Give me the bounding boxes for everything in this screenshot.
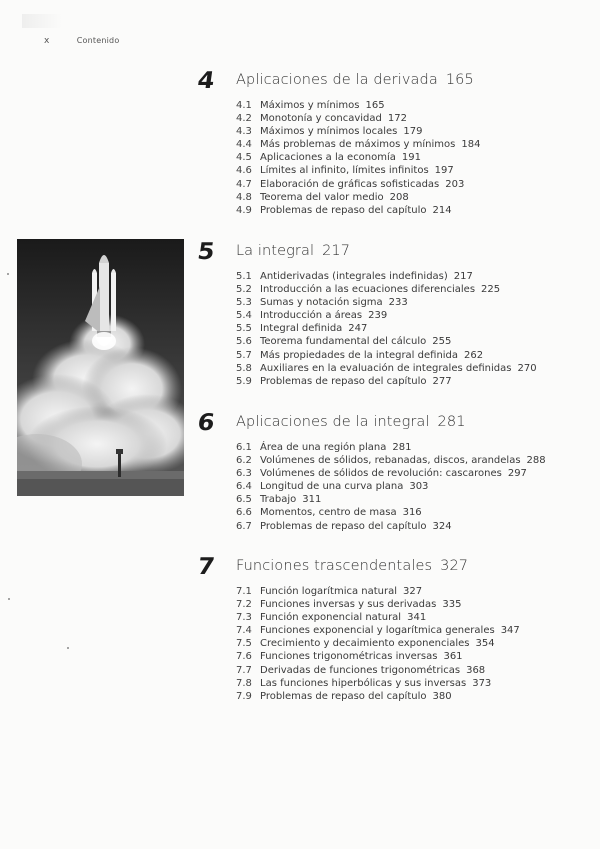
section-number: 6.7: [236, 520, 252, 532]
section-page: 208: [389, 191, 409, 203]
toc-entry[interactable]: [236, 296, 537, 309]
toc-entry[interactable]: [236, 349, 537, 362]
toc-entry[interactable]: [236, 650, 520, 663]
section-number: 7.5: [236, 638, 252, 650]
section-page: 239: [368, 310, 388, 322]
section-number: 7.8: [236, 677, 252, 689]
toc-entry[interactable]: [236, 270, 537, 283]
toc-entry[interactable]: [236, 441, 546, 454]
toc-entry[interactable]: [236, 520, 546, 533]
section-number: 5.9: [236, 375, 252, 387]
section-list: [236, 270, 537, 388]
section-number: 7.3: [236, 612, 252, 624]
section-list: [236, 441, 546, 533]
section-page: 373: [472, 677, 492, 689]
section-title: Funciones exponencial y logarítmica generales: [260, 625, 495, 637]
section-page: 179: [403, 126, 423, 138]
section-title: Límites al infinito, límites infinitos: [260, 165, 429, 177]
toc-entry[interactable]: [236, 283, 537, 296]
toc-entry[interactable]: [236, 454, 546, 467]
toc-entry[interactable]: [236, 585, 520, 598]
section-title: Funciones trigonométricas inversas: [260, 651, 438, 663]
toc-entry[interactable]: [236, 637, 520, 650]
section-title: Máximos y mínimos: [260, 100, 360, 111]
section-page: 233: [388, 297, 408, 309]
toc-entry[interactable]: [236, 151, 480, 164]
section-number: 4.7: [236, 178, 252, 190]
toc-entry[interactable]: [236, 493, 546, 506]
section-number: 4.5: [236, 152, 252, 164]
toc-entry[interactable]: [236, 375, 537, 388]
section-number: 4.2: [236, 113, 252, 125]
chapter-heading: [195, 239, 588, 267]
section-title: Introducción a áreas: [260, 310, 363, 322]
toc-entry[interactable]: [236, 467, 546, 480]
section-number: 7.4: [236, 625, 252, 637]
section-page: 303: [409, 481, 429, 493]
section-number: 5.2: [236, 284, 252, 296]
section-title: Teorema fundamental del cálculo: [260, 336, 427, 348]
section-title: Función exponencial natural: [260, 612, 402, 624]
toc-entry[interactable]: [236, 480, 546, 493]
section-number: 5.5: [236, 323, 252, 335]
section-page: 277: [432, 375, 452, 387]
section-number: 6.3: [236, 468, 252, 480]
section-title: Máximos y mínimos locales: [260, 126, 398, 138]
chapter-number: 4: [195, 68, 216, 94]
chapter-title[interactable]: Aplicaciones de la derivada 165: [236, 72, 474, 88]
section-number: 4.9: [236, 204, 252, 216]
section-title: Momentos, centro de masa: [260, 507, 397, 519]
section-number: 7.7: [236, 664, 252, 676]
section-page: 380: [432, 690, 452, 702]
chapter-heading: [195, 68, 588, 96]
section-title: Monotonía y concavidad: [260, 113, 382, 125]
section-number: 7.2: [236, 599, 252, 611]
toc-entry[interactable]: [236, 335, 537, 348]
section-title: Función logarítmica natural: [260, 586, 398, 597]
toc-entry[interactable]: [236, 611, 520, 624]
toc-entry[interactable]: [236, 204, 480, 217]
section-page: 203: [445, 178, 465, 190]
section-page: 270: [517, 362, 537, 374]
toc-entry[interactable]: [236, 506, 546, 519]
page-number: x: [44, 36, 50, 46]
section-page: 191: [401, 152, 422, 164]
section-title: Integral definida: [260, 323, 343, 335]
section-page: 347: [500, 625, 520, 637]
scan-speck: [7, 273, 9, 275]
toc-entry[interactable]: [236, 191, 480, 204]
section-title: Más problemas de máximos y mínimos: [260, 139, 456, 151]
section-title: Auxiliares en la evaluación de integrales definidas: [260, 362, 512, 374]
chapter-page: 327: [440, 558, 469, 574]
section-page: 311: [302, 494, 322, 506]
section-number: 5.4: [236, 310, 252, 322]
scan-smudge: [22, 14, 62, 28]
section-title: Problemas de repaso del capítulo: [260, 520, 427, 532]
toc-entry[interactable]: [236, 138, 480, 151]
section-number: 5.7: [236, 349, 252, 361]
section-list: [236, 99, 480, 217]
chapter-heading: [195, 410, 588, 438]
chapter-4: [195, 68, 588, 216]
section-page: 316: [402, 507, 422, 519]
toc-entry[interactable]: [236, 677, 520, 690]
section-title: Elaboración de gráficas sofisticadas: [260, 178, 440, 190]
toc-entry[interactable]: [236, 664, 520, 677]
section-number: 6.4: [236, 481, 252, 493]
section-number: 7.1: [236, 586, 252, 597]
scan-speck: [8, 598, 10, 600]
section-title: Área de una región plana: [260, 442, 387, 453]
chapter-5: [195, 239, 588, 387]
section-title: Aplicaciones a la economía: [260, 152, 396, 164]
section-number: 4.8: [236, 191, 252, 203]
chapter-page: 165: [445, 72, 474, 88]
section-number: 5.6: [236, 336, 252, 348]
shuttle-illustration: [17, 239, 184, 496]
section-title: Problemas de repaso del capítulo: [260, 204, 427, 216]
scan-speck: [67, 647, 69, 649]
section-page: 184: [461, 139, 481, 151]
section-title: Introducción a las ecuaciones diferenciales: [260, 284, 476, 296]
section-page: 214: [432, 204, 452, 216]
section-title: Las funciones hiperbólicas y sus inversas: [260, 677, 467, 689]
chapter-number: 7: [195, 554, 216, 580]
toc-entry[interactable]: [236, 99, 480, 112]
section-page: 262: [464, 349, 484, 361]
toc-entry[interactable]: [236, 178, 480, 191]
section-title: Crecimiento y decaimiento exponenciales: [260, 638, 470, 650]
section-number: 6.1: [236, 442, 252, 453]
section-page: 225: [481, 284, 501, 296]
section-number: 4.6: [236, 165, 252, 177]
toc-entry[interactable]: [236, 690, 520, 703]
toc-entry[interactable]: [236, 112, 480, 125]
section-page: 197: [434, 165, 454, 177]
section-page: 361: [443, 651, 463, 663]
chapter-number: 6: [195, 410, 216, 436]
space-shuttle-launch-photo: [17, 239, 184, 496]
section-page: 247: [348, 323, 368, 335]
section-page: 172: [387, 113, 407, 125]
section-number: 5.1: [236, 271, 252, 282]
section-list: [236, 585, 520, 703]
toc-entry[interactable]: [236, 125, 480, 138]
section-page: 327: [403, 586, 423, 597]
toc-entry[interactable]: [236, 598, 520, 611]
running-header: [44, 36, 119, 46]
section-title: Antiderivadas (integrales indefinidas): [260, 271, 448, 282]
chapter-page: 281: [437, 414, 466, 430]
chapter-title[interactable]: Funciones trascendentales 327: [236, 558, 469, 574]
section-page: 354: [475, 638, 495, 650]
toc-entry[interactable]: [236, 164, 480, 177]
section-page: 281: [392, 442, 412, 453]
section-title: Derivadas de funciones trigonométricas: [260, 664, 461, 676]
section-title: Problemas de repaso del capítulo: [260, 375, 427, 387]
chapter-6: [195, 410, 588, 532]
running-title: Contenido: [76, 36, 120, 45]
section-title: Sumas y notación sigma: [260, 297, 383, 309]
section-number: 4.3: [236, 126, 252, 138]
section-page: 297: [507, 468, 527, 480]
section-page: 324: [432, 520, 452, 532]
section-page: 217: [453, 271, 473, 282]
section-title: Longitud de una curva plana: [260, 481, 404, 493]
toc-entry[interactable]: [236, 322, 537, 335]
section-page: 335: [442, 599, 462, 611]
section-number: 6.6: [236, 507, 252, 519]
section-number: 6.2: [236, 455, 252, 467]
section-number: 5.3: [236, 297, 252, 309]
section-page: 368: [466, 664, 486, 676]
chapter-number: 5: [195, 239, 216, 265]
toc-entry[interactable]: [236, 309, 537, 322]
section-page: 288: [526, 455, 546, 467]
section-number: 4.1: [236, 100, 252, 111]
section-title: Trabajo: [260, 494, 297, 506]
chapter-heading: [195, 554, 588, 582]
section-page: 341: [407, 612, 427, 624]
section-number: 7.9: [236, 690, 252, 702]
section-title: Volúmenes de sólidos de revolución: cascarones: [260, 468, 502, 480]
section-number: 5.8: [236, 362, 252, 374]
section-title: Funciones inversas y sus derivadas: [260, 599, 437, 611]
section-title: Más propiedades de la integral definida: [260, 349, 459, 361]
section-number: 7.6: [236, 651, 252, 663]
toc-entry[interactable]: [236, 624, 520, 637]
section-title: Teorema del valor medio: [260, 191, 384, 203]
chapter-page: 217: [322, 243, 351, 259]
section-number: 4.4: [236, 139, 252, 151]
chapter-title[interactable]: Aplicaciones de la integral 281: [236, 414, 466, 430]
section-title: Problemas de repaso del capítulo: [260, 690, 427, 702]
section-title: Volúmenes de sólidos, rebanadas, discos, arandelas: [260, 455, 521, 467]
section-page: 165: [365, 100, 385, 111]
chapter-7: [195, 554, 588, 702]
chapter-title[interactable]: La integral 217: [236, 243, 351, 259]
toc-entry[interactable]: [236, 362, 537, 375]
section-number: 6.5: [236, 494, 252, 506]
section-page: 255: [432, 336, 452, 348]
